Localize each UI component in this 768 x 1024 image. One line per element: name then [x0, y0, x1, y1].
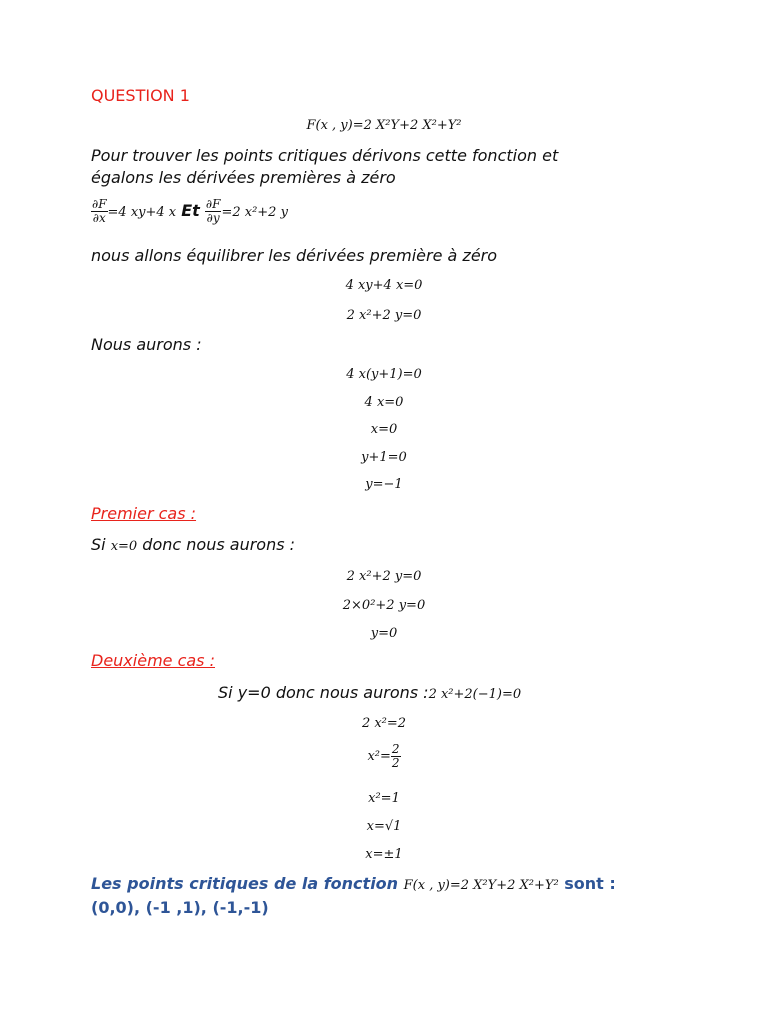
partial-y-fraction: $\frac{\partial F}{\partial y}$ — [205, 197, 221, 225]
case-2-title: Deuxième cas : — [91, 651, 215, 670]
function-definition: F(x , y)=2 X²Y+2 X²+Y² — [306, 118, 462, 133]
case-2-eq-after-2: x=√1 — [366, 819, 402, 834]
case-1-eq-3: y=0 — [370, 626, 398, 641]
conclusion — [91, 873, 616, 919]
partial-x-fraction: $\frac{\partial F}{\partial x}$ — [92, 197, 107, 225]
system-eq-1: 4 xy+4 x=0 — [345, 278, 423, 293]
intro-line-2: égalons les dérivées premières à zéro — [91, 168, 396, 187]
partial-x-rhs: =4 xy+4 x — [107, 205, 177, 220]
case-2-eq-1: 2 x²=2 — [361, 716, 407, 731]
case-2-inline-eq: 2 x²+2(−1)=0 — [428, 687, 522, 702]
case-2-eq-after-1: x²=1 — [368, 791, 400, 806]
case-1-condition: x=0 — [110, 539, 138, 554]
case-2-eq-after-3: x=±1 — [365, 847, 403, 862]
step-eq-5: y=−1 — [365, 477, 403, 492]
conclusion-line-1: Les points critiques de la fonction F(x , y)=2 X²Y+2 X²+Y² sont : — [91, 874, 616, 893]
step-eq-1: 4 x(y+1)=0 — [346, 367, 422, 382]
partial-y-rhs: =2 x²+2 y — [221, 205, 288, 220]
case-1-title: Premier cas : — [91, 504, 197, 523]
case-2-text: Si y=0 donc nous aurons : — [218, 683, 429, 702]
step-eq-2: 4 x=0 — [364, 395, 404, 410]
et-label: Et — [181, 201, 200, 220]
case-1-condition-line: Si x=0 donc nous aurons : — [91, 535, 296, 554]
step-eq-3: x=0 — [370, 422, 398, 437]
conclusion-function: F(x , y)=2 X²Y+2 X²+Y² — [403, 878, 559, 893]
nous-aurons-label: Nous aurons : — [91, 335, 202, 354]
case-1-eq-2: 2×0²+2 y=0 — [342, 598, 426, 613]
case-2-fraction: $\frac{2}{2}$ — [391, 742, 400, 770]
case-1-eq-1: 2 x²+2 y=0 — [346, 569, 422, 584]
partial-derivatives-line — [91, 198, 288, 225]
intro-line-1: Pour trouver les points critiques dérivons cette fonction et — [91, 146, 559, 165]
system-eq-2: 2 x²+2 y=0 — [346, 308, 422, 323]
step-eq-4: y+1=0 — [361, 450, 407, 465]
question-title: QUESTION 1 — [91, 86, 190, 105]
equilibrate-text: nous allons équilibrer les dérivées première à zéro — [91, 246, 498, 265]
conclusion-points: (0,0), (-1 ,1), (-1,-1) — [91, 898, 269, 917]
case-2-condition-line — [218, 682, 521, 706]
case-2-fraction-eq: x²= $\frac{2}{2}$ — [367, 742, 400, 770]
